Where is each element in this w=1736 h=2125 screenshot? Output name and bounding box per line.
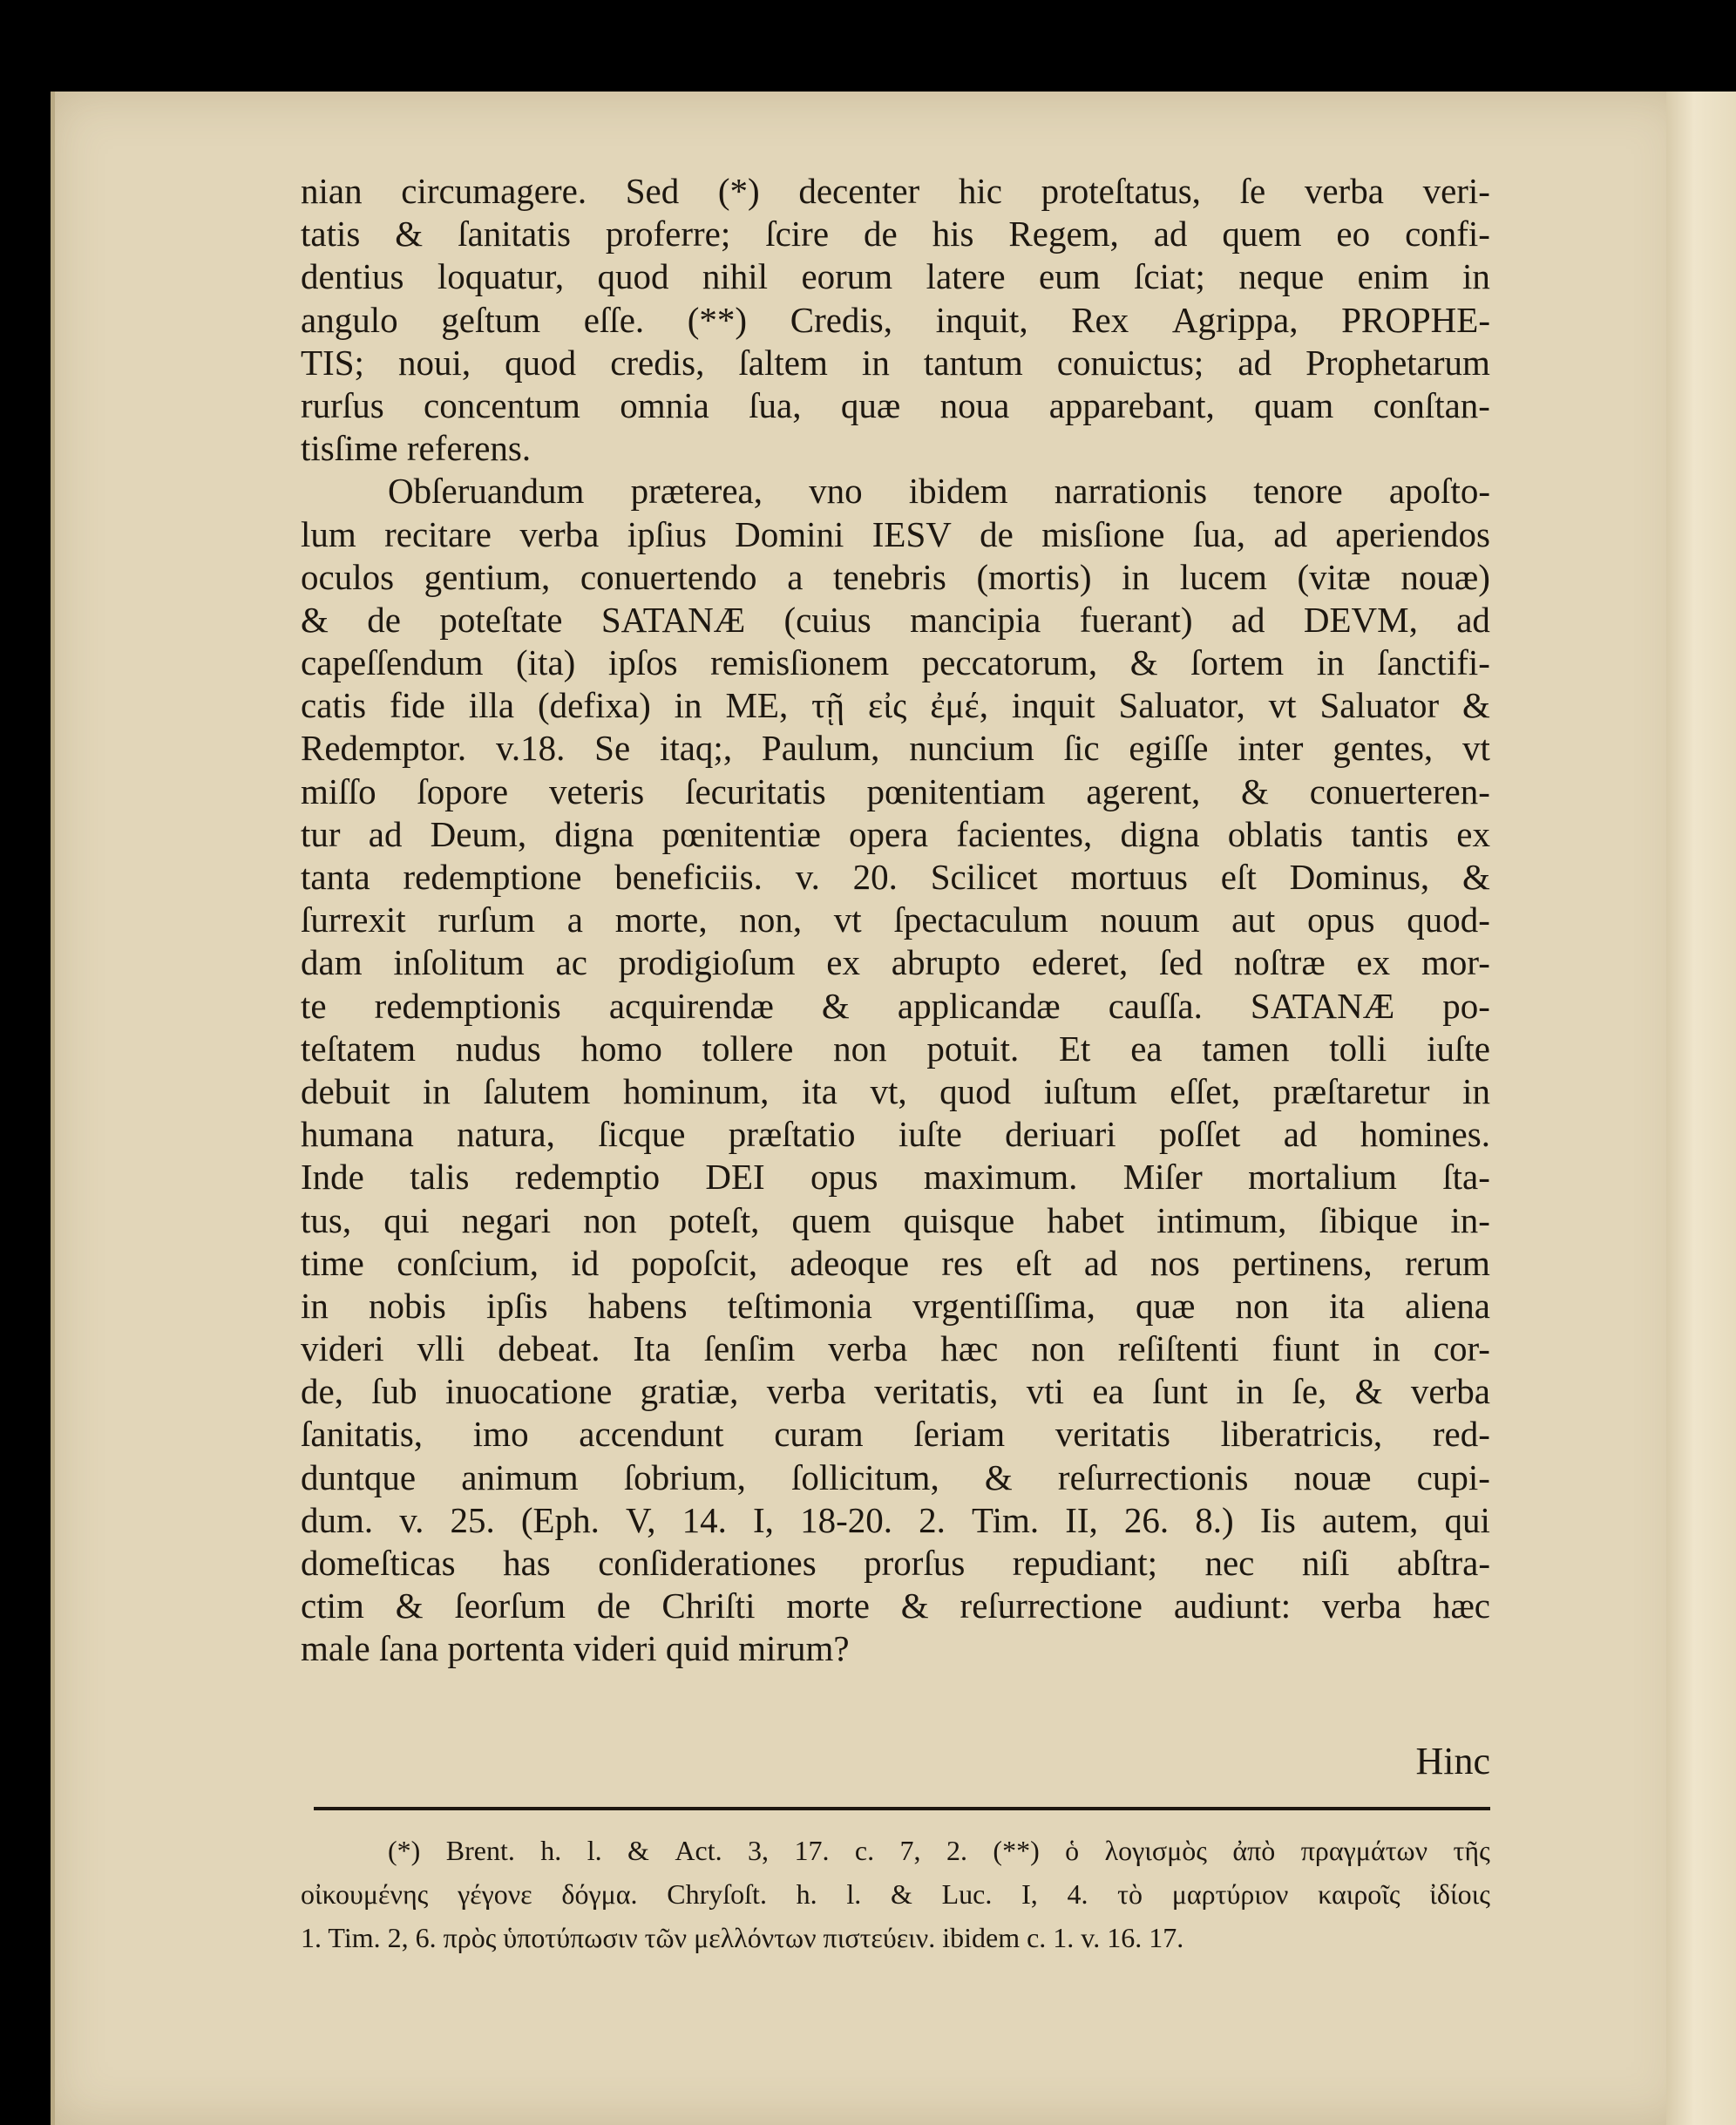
- footnotes: [301, 1829, 1490, 1959]
- main-text: [301, 170, 1490, 1671]
- text-line: debuit in ſalutem hominum, ita vt, quod iuſtum eſſet, præſtaretur in: [301, 1070, 1490, 1111]
- text-line: miſſo ſopore veteris ſecuritatis pœnitentiam agerent, & conuerteren-: [301, 771, 1490, 811]
- catchword: Hinc: [1415, 1740, 1490, 1782]
- page-left-edge: [51, 92, 55, 2125]
- text-line: time conſcium, id popoſcit, adeoque res eſt ad nos pertinens, rerum: [301, 1242, 1490, 1283]
- text-line: duntque animum ſobrium, ſollicitum, & reſurrectionis nouæ cupi-: [301, 1456, 1490, 1497]
- text-line: lum recitare verba ipſius Domini IESV de misſione ſua, ad aperiendos: [301, 513, 1490, 554]
- text-line: capeſſendum (ita) ipſos remisſionem peccatorum, & ſortem in ſanctifi-: [301, 642, 1490, 683]
- footnote-line: 1. Tim. 2, 6. πρὸς ὑποτύπωσιν τῶν μελλόντων πιστεύειν. ibidem c. 1. v. 16. 17.: [301, 1922, 1184, 1953]
- text-line: catis fide illa (defixa) in ME, τῇ εἰς ἐμέ, inquit Saluator, vt Saluator &: [301, 685, 1490, 726]
- text-line: Inde talis redemptio DEI opus maximum. Miſer mortalium ſta-: [301, 1157, 1490, 1198]
- text-line: ſanitatis, imo accendunt curam ſeriam veritatis liberatricis, red-: [301, 1414, 1490, 1455]
- text-line: Redemptor. v.18. Se itaq;, Paulum, nuncium ſic egiſſe inter gentes, vt: [301, 728, 1490, 769]
- text-line: domeſticas has conſiderationes prorſus repudiant; nec niſi abſtra-: [301, 1543, 1490, 1583]
- text-line: angulo geſtum eſſe. (**) Credis, inquit, Rex Agrippa, PROPHE-: [301, 299, 1490, 340]
- text-line: & de poteſtate SATANÆ (cuius mancipia fuerant) ad DEVM, ad: [301, 599, 1490, 640]
- text-line: dentius loquatur, quod nihil eorum latere eum ſciat; neque enim in: [301, 256, 1490, 297]
- text-line: tatis & ſanitatis proferre; ſcire de his Regem, ad quem eo confi-: [301, 214, 1490, 255]
- text-line: rurſus concentum omnia ſua, quæ noua apparebant, quam conſtan-: [301, 384, 1490, 425]
- text-line: tus, qui negari non poteſt, quem quisque habet intimum, ſibique in-: [301, 1199, 1490, 1240]
- footnote-separator-rule: [314, 1807, 1490, 1810]
- text-line: in nobis ipſis habens teſtimonia vrgentiſſima, quæ non ita aliena: [301, 1285, 1490, 1326]
- text-line: dum. v. 25. (Eph. V, 14. I, 18-20. 2. Tim. II, 26. 8.) Iis autem, qui: [301, 1499, 1490, 1540]
- footnote-line: (*) Brent. h. l. & Act. 3, 17. c. 7, 2. (**) ὁ λογισμὸς ἀπὸ πραγμάτων τῆς: [388, 1835, 1490, 1866]
- footnote-line: οἰκουμένης γέγονε δόγμα. Chryſoſt. h. l. & Luc. I, 4. τὸ μαρτύριον καιροῖς ἰδίοις: [301, 1878, 1490, 1910]
- text-line: dam inſolitum ac prodigioſum ex abrupto ederet, ſed noſtræ ex mor-: [301, 942, 1490, 983]
- text-line: oculos gentium, conuertendo a tenebris (mortis) in lucem (vitæ nouæ): [301, 556, 1490, 597]
- text-line: nian circumagere. Sed (*) decenter hic proteſtatus, ſe verba veri-: [301, 171, 1490, 211]
- text-line: ſurrexit rurſum a morte, non, vt ſpectaculum nouum aut opus quod-: [301, 900, 1490, 940]
- text-line: teſtatem nudus homo tollere non potuit. Et ea tamen tolli iuſte: [301, 1028, 1490, 1069]
- text-line: humana natura, ſicque præſtatio iuſte deriuari poſſet ad homines.: [301, 1114, 1490, 1155]
- text-line: tur ad Deum, digna pœnitentiæ opera facientes, digna oblatis tantis ex: [301, 813, 1490, 854]
- text-line: tisſime referens.: [301, 428, 532, 469]
- text-line: de, ſub inuocatione gratiæ, verba veritatis, vti ea ſunt in ſe, & verba: [301, 1371, 1490, 1412]
- text-line: videri vlli debeat. Ita ſenſim verba hæc non reſiſtenti fiunt in cor-: [301, 1328, 1490, 1369]
- text-line: tanta redemptione beneficiis. v. 20. Scilicet mortuus eſt Dominus, &: [301, 857, 1490, 897]
- text-line: te redemptionis acquirendæ & applicandæ cauſſa. SATANÆ po-: [301, 985, 1490, 1026]
- text-line: Obſeruandum præterea, vno ibidem narrationis tenore apoſto-: [388, 471, 1490, 512]
- text-line: ctim & ſeorſum de Chriſti morte & reſurrectione audiunt: verba hæc: [301, 1585, 1490, 1626]
- text-line: male ſana portenta videri quid mirum?: [301, 1628, 850, 1669]
- text-line: TIS; noui, quod credis, ſaltem in tantum conuictus; ad Prophetarum: [301, 342, 1490, 383]
- book-gutter: [1666, 92, 1736, 2125]
